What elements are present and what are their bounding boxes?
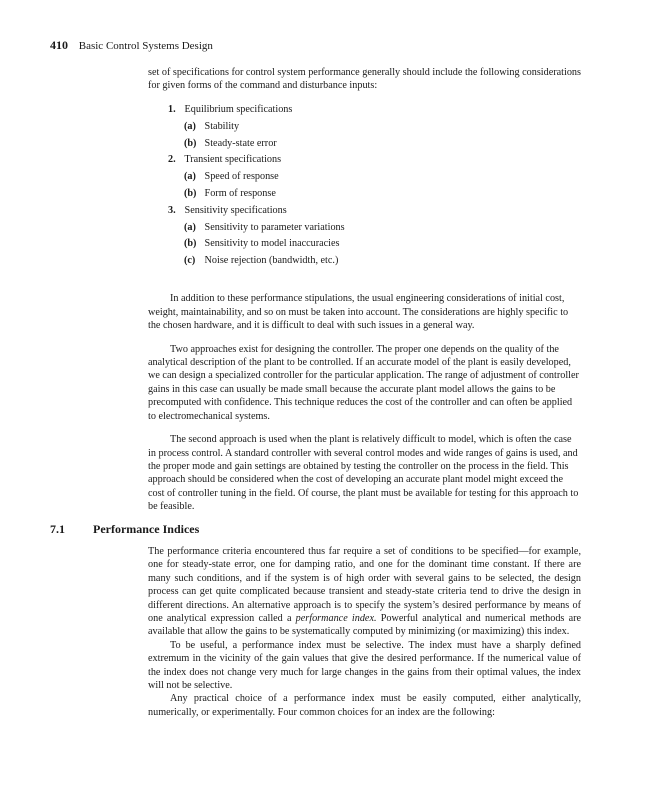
spec-subitem-letter: (c) (184, 255, 196, 267)
section-body (148, 545, 581, 719)
spec-subitem-label: Form of response (204, 187, 276, 199)
spec-item-sensitivity (168, 203, 568, 220)
section-paragraph: Any practical choice of a performance index must be easily computed, either analytically, numerically, or experimentally. Four common choices for an index are the following: (148, 693, 581, 718)
spec-item-label: Transient specifications (184, 154, 282, 166)
section-paragraph (148, 545, 581, 639)
page-number: 410 (50, 38, 68, 52)
spec-item-number: 1. (168, 104, 176, 115)
spec-subitem-label: Speed of response (204, 171, 279, 183)
section-heading (50, 522, 199, 537)
body-paragraph: Two approaches exist for designing the controller. The proper one depends on the quality of the analytical description of the plant to be controlled. If an accurate model of the plant is easily developed, we can design a specialized controller for the particular application. The range of adjustment of controller gains in this case can usually be made small because the accurate plant model allows the gains to be precomputed with confidence. This technique reduces the cost of the controller and can often be applied to electromechanical systems. (148, 343, 579, 422)
spec-item-transient (168, 152, 568, 169)
spec-subitem-label: Sensitivity to model inaccuracies (204, 238, 340, 250)
spec-subitem-letter: (b) (184, 238, 197, 250)
spec-item-label: Equilibrium specifications (184, 104, 293, 115)
body-paragraph: The second approach is used when the plant is relatively difficult to model, which is often the case in process control. A standard controller with several control modes and wide ranges of gains is used, and the proper mode and gain settings are obtained by testing the controller on the process in the field. This approach should be considered when the cost of developing an accurate plant model might exceed the cost of controller tuning in the field. Of course, the plant must be available for testing for this approach to be feasible. (148, 434, 579, 513)
intro-paragraph: set of specifications for control system performance generally should include the following considerations for given forms of the command and disturbance inputs: (148, 67, 581, 92)
spec-subitem-label: Noise rejection (bandwidth, etc.) (204, 255, 339, 267)
spec-subitem (168, 186, 568, 203)
specification-list (168, 102, 568, 270)
body-paragraphs (148, 282, 581, 524)
section-title: Performance Indices (93, 522, 200, 536)
spec-item-label: Sensitivity specifications (184, 204, 287, 216)
spec-subitem-letter: (b) (184, 187, 197, 199)
performance-index-term: performance index. (295, 613, 377, 625)
intro-paragraph-block (148, 66, 581, 93)
running-title: Basic Control Systems Design (78, 40, 213, 52)
spec-subitem-label: Stability (204, 120, 240, 132)
spec-item-number: 2. (168, 154, 176, 166)
spec-subitem-letter: (a) (184, 221, 196, 233)
spec-item-number: 3. (168, 204, 176, 216)
spec-item-equilibrium (168, 102, 568, 119)
section-paragraph-text: Powerful analytical and numerical methods are available that allow the gains to be systematically computed by minimizing (or maximizing) this index. (148, 613, 582, 638)
running-header (50, 38, 213, 53)
spec-subitem-label: Steady-state error (204, 137, 277, 149)
spec-subitem-letter: (a) (184, 120, 196, 132)
spec-subitem-letter: (b) (184, 137, 197, 149)
section-paragraph-text: The performance criteria encountered thus far require a set of conditions to be specified—for example, one for steady-state error, one for damping ratio, and one for the dominant time constant. If there are many such conditions, and if the system is of high order with several gains to be selected, the design process can get quite complicated because transient and steady-state criteria tend to drive the design in different directions. An alternative approach is to specify the system’s desired performance by means of one analytical expression called a (148, 546, 581, 625)
body-paragraph: In addition to these performance stipulations, the usual engineering considerations of initial cost, weight, maintainability, and so on must be taken into account. The considerations are highly specific to the chosen hardware, and it is difficult to deal with such issues in a general way. (148, 293, 569, 331)
spec-subitem-letter: (a) (184, 171, 196, 183)
spec-subitem (168, 253, 568, 270)
spec-subitem (168, 136, 568, 153)
spec-subitem (168, 169, 568, 186)
spec-subitem (168, 119, 568, 136)
spec-subitem-label: Sensitivity to parameter variations (204, 221, 345, 233)
section-paragraph: To be useful, a performance index must be selective. The index must have a sharply defined extremum in the vicinity of the gain values that give the desired performance. If the numerical value of the index does not change very much for large changes in the gains from their optimal values, the index will not be selective. (148, 639, 581, 692)
spec-subitem (168, 220, 568, 237)
section-number: 7.1 (50, 522, 65, 536)
spec-subitem (168, 236, 568, 253)
